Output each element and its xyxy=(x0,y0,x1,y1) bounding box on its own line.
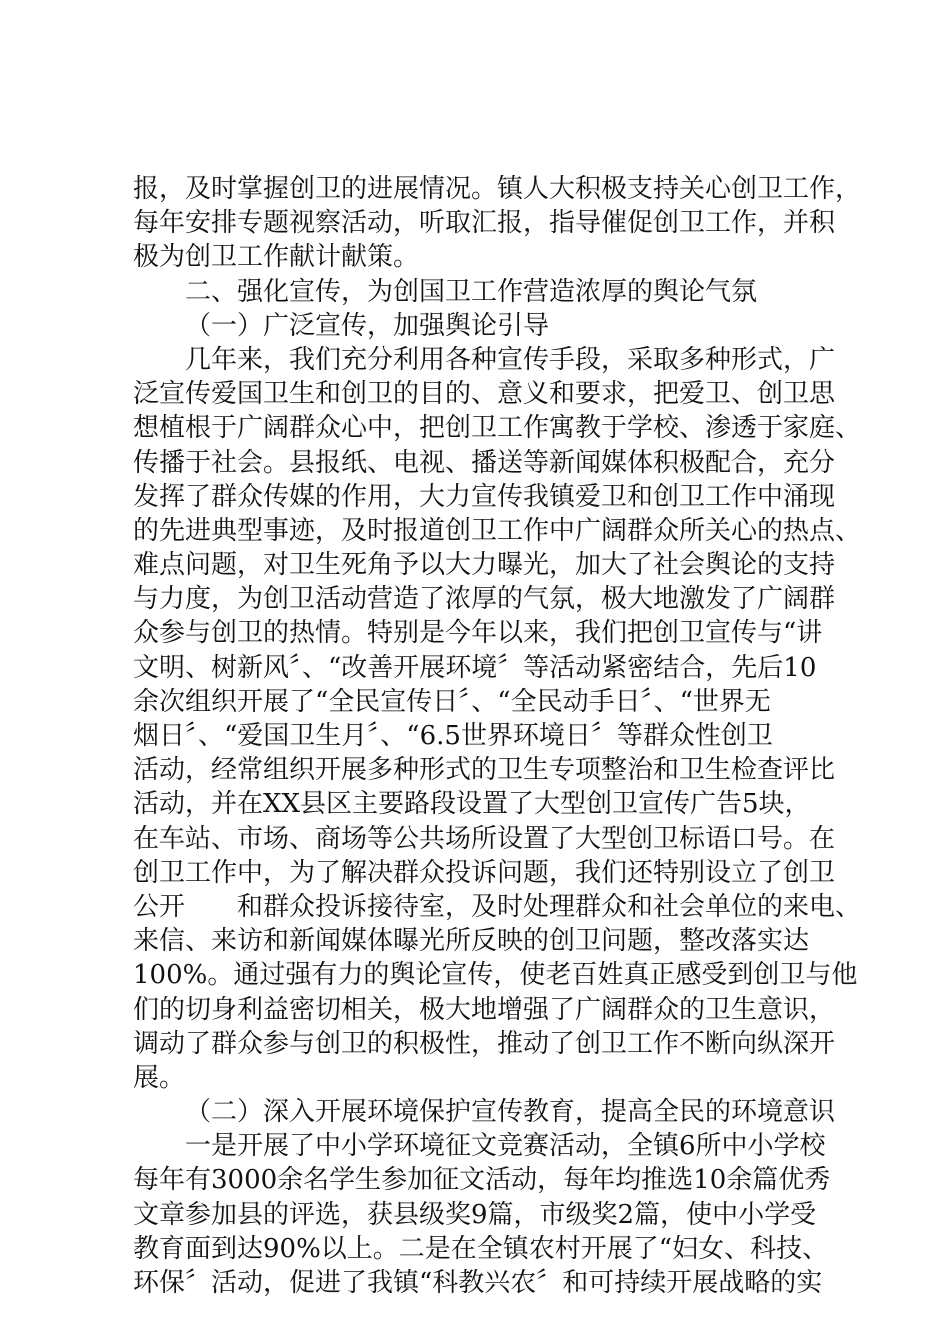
text-line: 来信、来访和新闻媒体曝光所反映的创卫问题，整改落实达 xyxy=(133,926,810,957)
text-line: 展。 xyxy=(133,1062,186,1093)
text-line: 与力度，为创卫活动营造了浓厚的气氛，极大地激发了广阔群 xyxy=(133,584,836,615)
text-line: 每年有3000余名学生参加征文活动，每年均推选10余篇优秀 xyxy=(133,1165,831,1196)
text-line: 在车站、市场、商场等公共场所设置了大型创卫标语口号。在 xyxy=(133,823,836,854)
text-line: 100%。通过强有力的舆论宣传，使老百姓真正感受到创卫与他 xyxy=(133,960,858,991)
text-line: 们的切身利益密切相关，极大地增强了广阔群众的卫生意识， xyxy=(133,994,836,1025)
text-line: 的先进典型事迹，及时报道创卫工作中广阔群众所关心的热点、 xyxy=(133,515,862,546)
text-line: 每年安排专题视察活动，听取汇报，指导催促创卫工作，并积 xyxy=(133,208,836,239)
subsection-heading: （二）深入开展环境保护宣传教育，提高全民的环境意识 xyxy=(185,1097,836,1128)
text-line: 一是开展了中小学环境征文竞赛活动，全镇6所中小学校 xyxy=(185,1131,826,1162)
text-line: 创卫工作中，为了解决群众投诉问题，我们还特别设立了创卫 xyxy=(133,857,836,888)
text-line: 烟日〞、“爱国卫生月〞、“6.5世界环境日〞等群众性创卫 xyxy=(133,721,773,751)
text-line: 难点问题，对卫生死角予以大力曝光，加大了社会舆论的支持 xyxy=(133,550,836,581)
section-heading: 二、强化宣传，为创国卫工作营造浓厚的舆论气氛 xyxy=(185,276,758,307)
subsection-heading: （一）广泛宣传，加强舆论引导 xyxy=(185,310,550,341)
text-line: 传播于社会。县报纸、电视、播送等新闻媒体积极配合，充分 xyxy=(133,447,836,478)
text-line: 文明、树新风〞、“改善开展环境〞等活动紧密结合，先后10 xyxy=(133,652,817,683)
text-line: 极为创卫工作献计献策。 xyxy=(133,242,420,273)
text-line: 余次组织开展了“全民宣传日〞、“全民动手日〞、“世界无 xyxy=(133,686,771,717)
text-line: 环保〞活动，促进了我镇“科教兴农〞和可持续开展战略的实 xyxy=(133,1268,823,1298)
text-line: 报，及时掌握创卫的进展情况。镇人大积极支持关心创卫工作， xyxy=(133,174,862,204)
text-line: 活动，经常组织开展多种形式的卫生专项整治和卫生检查评比 xyxy=(133,755,836,786)
text-line: 众参与创卫的热情。特别是今年以来，我们把创卫宣传与“讲 xyxy=(133,618,823,649)
text-line: 活动，并在XX县区主要路段设置了大型创卫宣传广告5块， xyxy=(133,789,811,820)
text-line: 调动了群众参与创卫的积极性，推动了创卫工作不断向纵深开 xyxy=(133,1028,836,1059)
text-line: 发挥了群众传媒的作用，大力宣传我镇爱卫和创卫工作中涌现 xyxy=(133,481,836,512)
text-line: 几年来，我们充分利用各种宣传手段，采取多种形式，广 xyxy=(185,344,836,375)
text-line: 文章参加县的评选，获县级奖9篇，市级奖2篇，使中小学受 xyxy=(133,1199,817,1230)
text-line: 教育面到达90%以上。二是在全镇农村开展了“妇女、科技、 xyxy=(133,1233,829,1264)
text-line: 泛宣传爱国卫生和创卫的目的、意义和要求，把爱卫、创卫思 xyxy=(133,379,836,410)
text-line: 想植根于广阔群众心中，把创卫工作寓教于学校、渗透于家庭、 xyxy=(133,413,862,444)
text-line: 公开 和群众投诉接待室，及时处理群众和社会单位的来电、 xyxy=(133,891,862,922)
body-text xyxy=(133,172,862,1300)
